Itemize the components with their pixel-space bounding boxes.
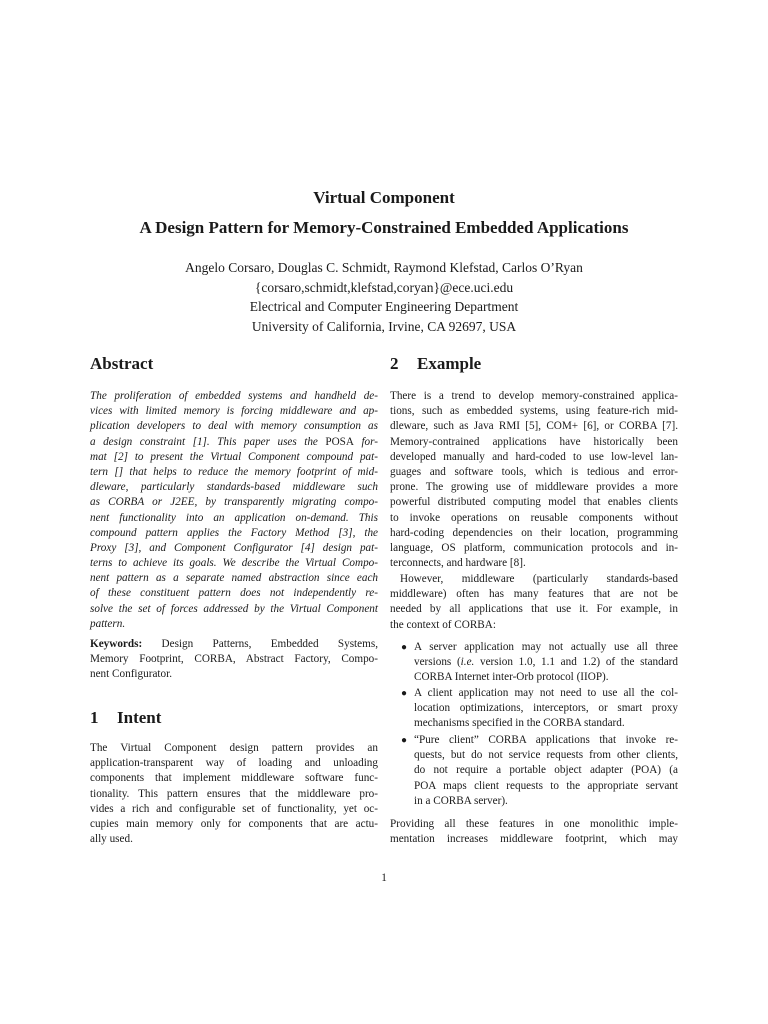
abstract-line: pattern. xyxy=(90,617,126,630)
example-line: middleware) often has many features that are not be xyxy=(390,588,678,601)
intent-line: cupies main memory only for components that are actu- xyxy=(90,817,378,830)
intent-line: The Virtual Component design pattern provides an xyxy=(90,742,378,754)
abstract-line: vices with limited memory is forcing middleware and ap- xyxy=(90,405,378,418)
example-line: the context of CORBA: xyxy=(390,618,496,631)
example-heading xyxy=(390,356,481,371)
bullet-line: quests, but do not service requests from other clients, xyxy=(414,749,678,762)
abstract-line: a design constraint [1]. This paper uses the POSA for- xyxy=(90,435,378,448)
abstract-line: Proxy [3], and Component Configurator [4] design pat- xyxy=(90,541,378,554)
abstract-line: plication developers to deal with memory consumption as xyxy=(90,420,378,433)
bullet-line: CORBA Internet inter-Orb protocol (IIOP). xyxy=(414,671,609,684)
example-line: terconnects, and hardware [8]. xyxy=(390,557,526,570)
bullet-text xyxy=(414,686,678,732)
section-title: Example xyxy=(417,354,482,373)
bullet-line: POA maps client requests to the appropriate servant xyxy=(414,779,678,792)
abstract-line: terns to achieve its goals. We describe the Virtual Compo- xyxy=(90,557,378,570)
keywords-block xyxy=(90,637,378,683)
paper-subtitle: A Design Pattern for Memory-Constrained Embedded Applications xyxy=(139,218,629,237)
abstract-line: tern [] that helps to reduce the memory footprint of mid- xyxy=(90,465,378,478)
keywords-label: Keywords: xyxy=(90,638,143,650)
abstract-line: compound pattern applies the Factory Method [3], the xyxy=(90,526,378,539)
author-names: Angelo Corsaro, Douglas C. Schmidt, Raymond Klefstad, Carlos O’Ryan xyxy=(185,260,583,275)
author-affiliation: University of California, Irvine, CA 92697, USA xyxy=(251,318,517,334)
bullet-icon: ● xyxy=(401,735,408,746)
author-emails: {corsaro,schmidt,klefstad,coryan}@ece.uci.edu xyxy=(254,279,514,295)
abstract-text xyxy=(90,389,378,632)
example-line: guages and software tools, which is tedious and error- xyxy=(390,465,678,478)
example-line: prone. The growing use of middleware provides a more xyxy=(390,481,678,494)
example-paragraph-3 xyxy=(390,817,678,847)
author-department: Electrical and Computer Engineering Department xyxy=(249,299,519,314)
intent-heading xyxy=(90,710,161,725)
abstract-line: dleware, particularly standards-based middleware such xyxy=(90,481,378,494)
keywords-line: nent Configurator. xyxy=(90,668,173,681)
bullet-line: in a CORBA server). xyxy=(414,794,508,807)
section-number: 2 xyxy=(390,354,399,373)
bullet-line: A client application may not need to use all the col- xyxy=(414,687,678,699)
example-line: There is a trend to develop memory-constrained applica- xyxy=(390,390,678,402)
bullet-line: “Pure client” CORBA applications that invoke re- xyxy=(414,734,678,746)
abstract-line: of these constituent pattern does not independently re- xyxy=(90,587,378,600)
keywords-text: Design Patterns, Embedded Systems, xyxy=(161,638,378,650)
bullet-text xyxy=(414,640,678,686)
abstract-line: nent pattern as a separate named abstraction since each xyxy=(90,572,378,585)
bullet-text xyxy=(414,733,678,809)
page-number: 1 xyxy=(381,872,387,884)
abstract-line: as CORBA or J2EE, by transparently migrating compo- xyxy=(90,496,378,509)
intent-line: tionality. This pattern ensures that the middleware pro- xyxy=(90,787,378,800)
example-line: Memory-contrained applications have historically been xyxy=(390,435,678,448)
bullet-line: versions (i.e. version 1.0, 1.1 and 1.2) of the standard xyxy=(414,656,679,669)
intent-line: vides a rich and configurable set of functionality, yet oc- xyxy=(90,802,378,815)
bullet-line: location optimizations, interceptors, or smart proxy xyxy=(414,702,678,715)
abstract-line: nent functionality into an application on-demand. This xyxy=(90,511,378,524)
keywords-line: Memory Footprint, CORBA, Abstract Factory, Compo- xyxy=(90,653,378,666)
abstract-line: mat [2] to present the Virtual Component compound pat- xyxy=(90,450,378,463)
example-line: Providing all these features in one monolithic imple- xyxy=(390,818,678,830)
example-line: mentation increases middleware footprint, which may xyxy=(390,833,678,846)
example-line: language, OS platform, communication protocols and in- xyxy=(390,541,678,554)
keywords-line xyxy=(90,637,378,652)
example-line: dleware, such as Java RMI [5], COM+ [6], or CORBA [7]. xyxy=(390,420,678,433)
example-paragraph-2 xyxy=(390,572,678,633)
intent-text xyxy=(90,741,378,847)
example-line: However, middleware (particularly standards-based xyxy=(400,573,678,585)
bullet-line: do not require a portable object adapter (POA) (a xyxy=(414,764,678,777)
section-title: Intent xyxy=(117,708,162,727)
example-line: tions, such as embedded systems, using feature-rich mid- xyxy=(390,405,678,418)
section-number: 1 xyxy=(90,708,99,727)
intent-line: ally used. xyxy=(90,833,133,846)
intent-line: application-transparent way of loading and unloading xyxy=(90,757,378,770)
bullet-icon: ● xyxy=(401,688,408,699)
abstract-line: The proliferation of embedded systems and handheld de- xyxy=(90,390,378,402)
example-line: developed manually and hard-coded to use low-level lan- xyxy=(390,450,678,463)
bullet-line: A server application may not actually use all three xyxy=(414,641,678,653)
bullet-line: mechanisms specified in the CORBA standard. xyxy=(414,717,625,730)
abstract-heading: Abstract xyxy=(90,354,154,373)
example-line: hard-coding dependencies on their location, programming xyxy=(390,526,678,539)
example-line: needed by all applications that use it. For example, in xyxy=(390,603,678,616)
example-line: powerful distributed computing model that enables clients xyxy=(390,496,678,509)
intent-line: components that implement middleware software func- xyxy=(90,772,378,785)
bullet-icon: ● xyxy=(401,642,408,653)
example-paragraph-1 xyxy=(390,389,678,571)
author-block xyxy=(0,258,768,336)
abstract-line: solve the set of forces addressed by the Virtual Component xyxy=(90,602,378,615)
paper-title: Virtual Component xyxy=(313,188,455,207)
example-line: to invoke operations on reusable components without xyxy=(390,511,678,524)
